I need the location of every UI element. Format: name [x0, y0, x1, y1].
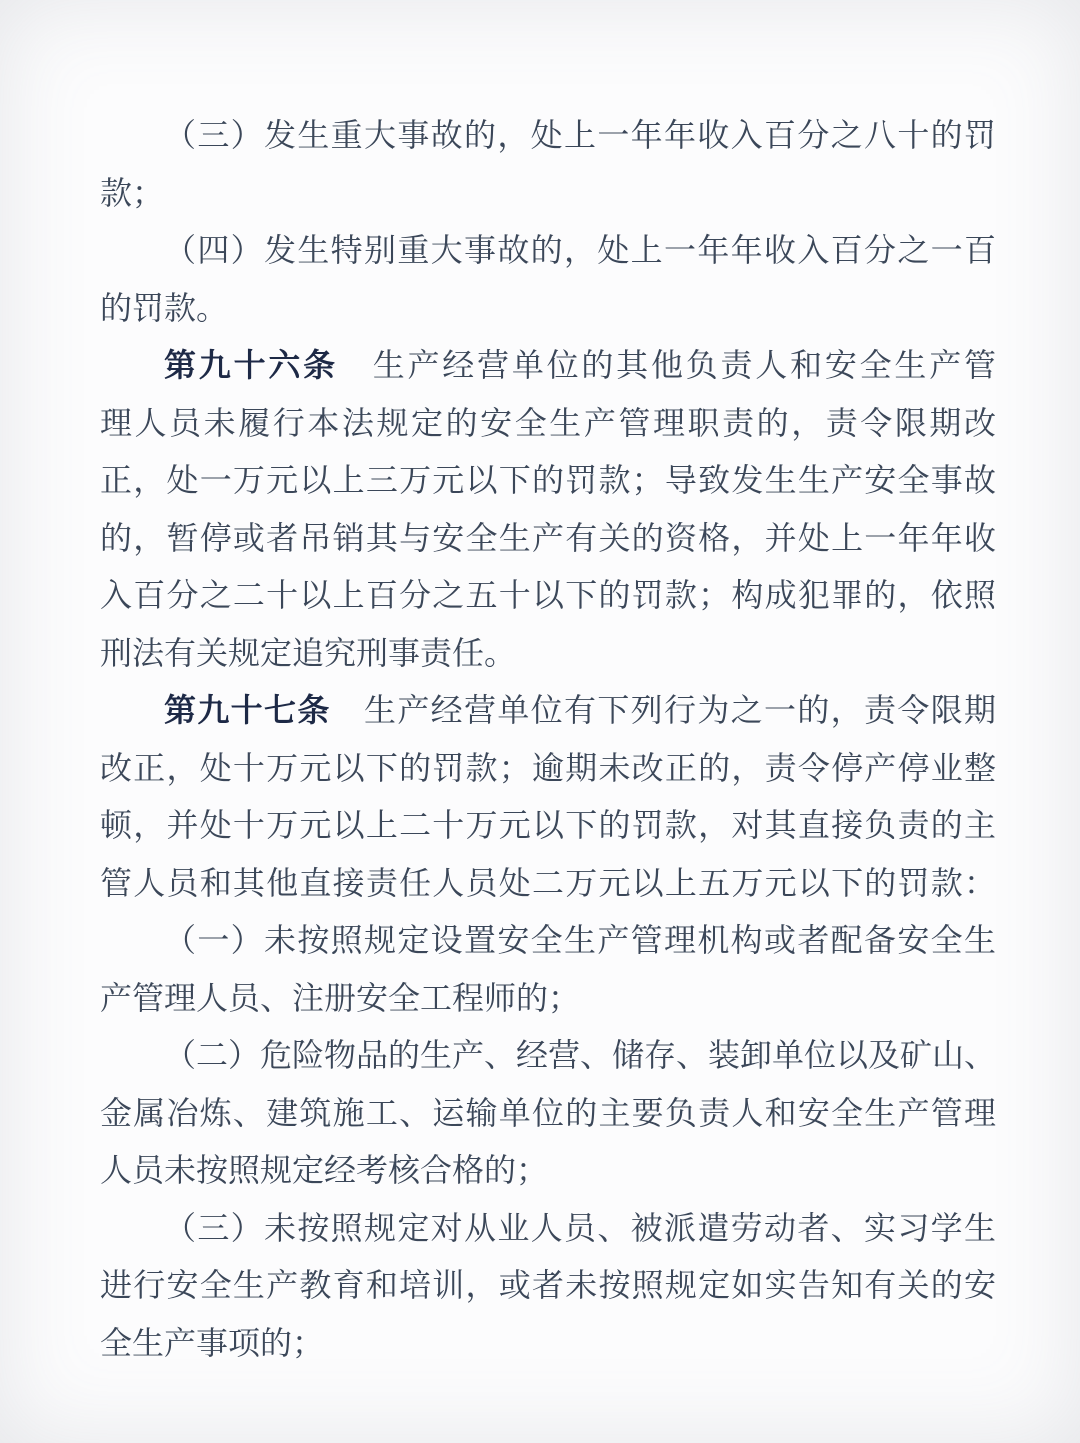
text-line: （四）发生特别重大事故的，处上一年年收入百分之一百 — [164, 232, 996, 268]
article-number: 第九十六条 — [164, 347, 338, 383]
text-line — [100, 682, 996, 740]
text-line: 款； — [100, 174, 165, 211]
text-line: （三）发生重大事故的，处上一年年收入百分之八十的罚 — [164, 117, 996, 153]
article-number: 第九十七条 — [164, 692, 331, 728]
text-line: （二）危险物品的生产、经营、储存、装卸单位以及矿山、 — [164, 1037, 997, 1073]
text-line: 全生产事项的； — [100, 1324, 325, 1361]
text-line: 刑法有关规定追究刑事责任。 — [100, 634, 517, 671]
text-line: （一）未按照规定设置安全生产管理机构或者配备安全生 — [164, 922, 996, 958]
text-line — [100, 337, 996, 395]
text-line: 正，处一万元以上三万元以下的罚款；导致发生生产安全事故 — [100, 462, 996, 498]
text-line: 改正，处十万元以下的罚款；逾期未改正的，责令停产停业整 — [100, 749, 996, 786]
text-line: 管人员和其他直接责任人员处二万元以上五万元以下的罚款： — [100, 864, 996, 901]
text-line: 的，暂停或者吊销其与安全生产有关的资格，并处上一年年收 — [100, 519, 996, 556]
document-body — [100, 107, 996, 1372]
line-text: 生产经营单位有下列行为之一的，责令限期 — [330, 692, 996, 728]
text-line: 金属冶炼、建筑施工、运输单位的主要负责人和安全生产管理 — [100, 1094, 996, 1131]
text-line: （三）未按照规定对从业人员、被派遣劳动者、实习学生 — [164, 1209, 996, 1246]
text-line: 理人员未履行本法规定的安全生产管理职责的，责令限期改 — [100, 404, 996, 441]
text-line: 人员未按照规定经考核合格的； — [100, 1152, 549, 1188]
text-line: 的罚款。 — [100, 289, 229, 326]
text-line: 顿，并处十万元以上二十万元以下的罚款，对其直接负责的主 — [100, 807, 996, 843]
text-line: 产管理人员、注册安全工程师的； — [100, 979, 581, 1016]
text-line: 入百分之二十以上百分之五十以下的罚款；构成犯罪的，依照 — [100, 577, 996, 613]
text-line: 进行安全生产教育和培训，或者未按照规定如实告知有关的安 — [100, 1267, 996, 1303]
line-text: 生产经营单位的其他负责人和安全生产管 — [337, 347, 996, 383]
